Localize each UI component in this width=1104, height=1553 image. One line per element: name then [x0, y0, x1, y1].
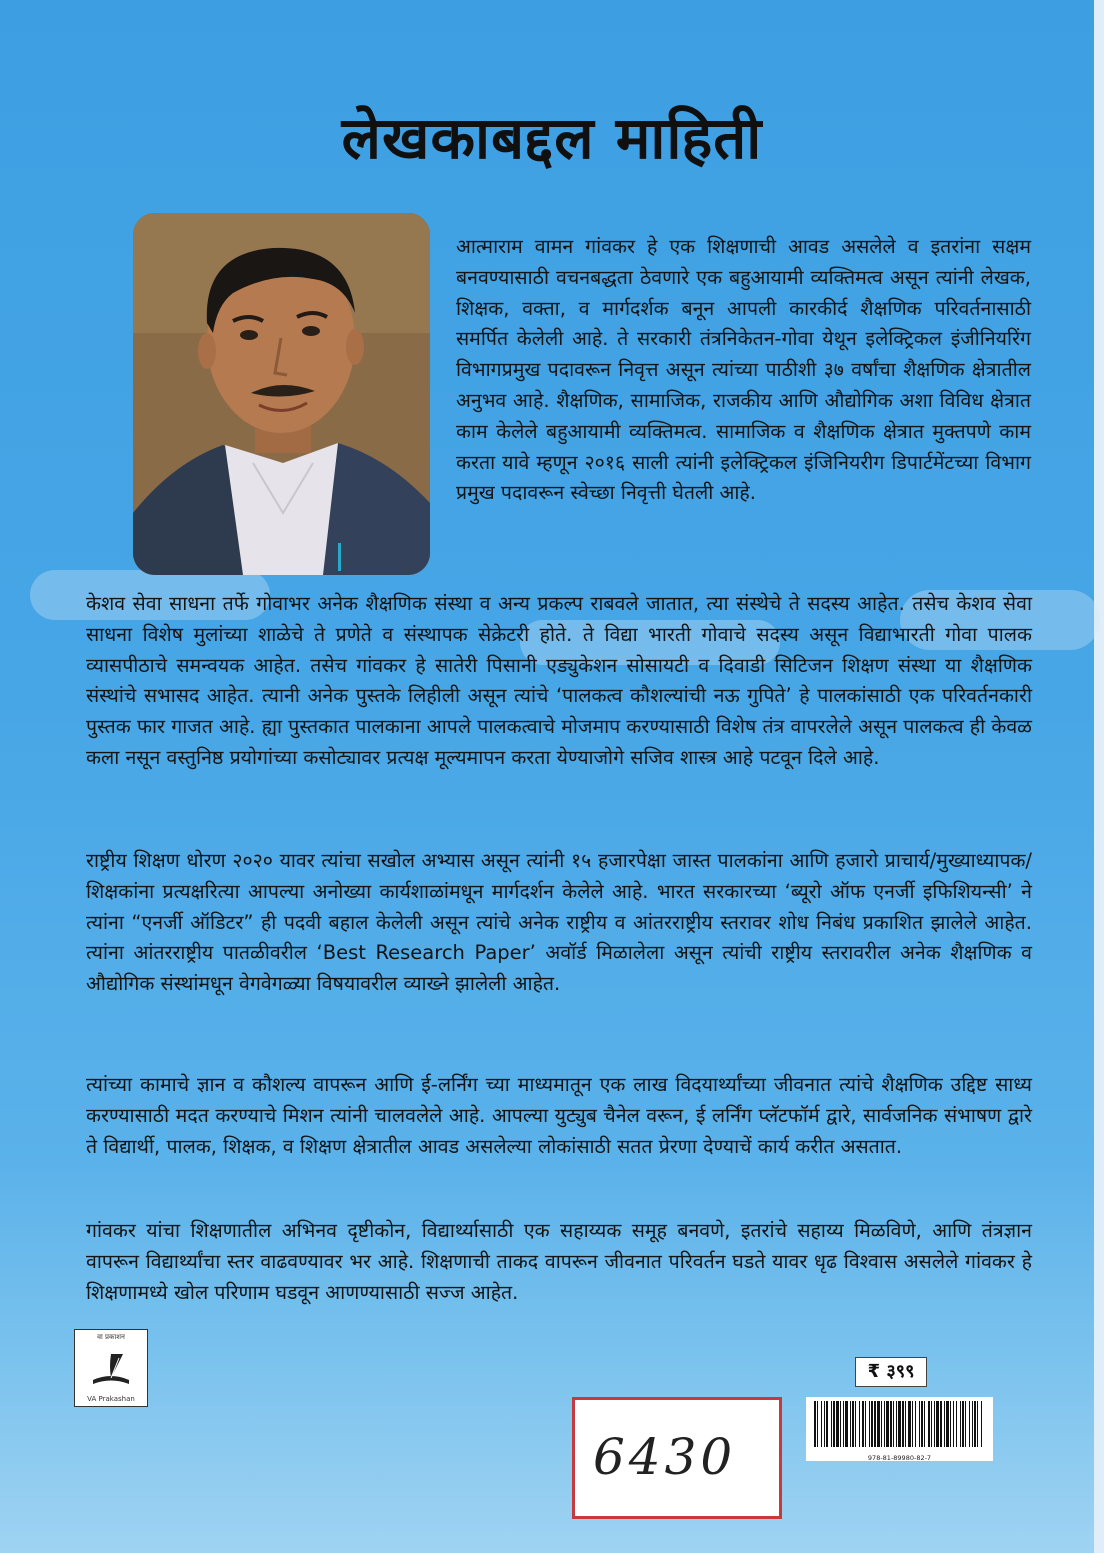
bio-paragraph-3: राष्ट्रीय शिक्षण धोरण २०२० यावर त्यांचा सखोल अभ्यास असून त्यांनी १५ हजारपेक्षा जास्त पालकांना आणि हजारो प्राचार्य/मुख्याध्यापक/शिक्षकांना प्रत्यक्षरित्या आपल्या अनोख्या कार्यशाळांमधून मार्गदर्शन केलेले आहे. भारत सरकारच्या ‘ब्यूरो ऑफ एनर्जी इफिशियन्सी’ ने त्यांना “एनर्जी ऑडिटर” ही पदवी बहाल केलेली असून त्यांचे अनेक राष्ट्रीय व आंतरराष्ट्रीय स्तरावर शोध निबंध प्रकाशित झालेले आहेत. त्यांना आंतरराष्ट्रीय पातळीवरील ‘Best Research Paper’ अवॉर्ड मिळालेला असून त्यांची राष्ट्रीय स्तरावरील अनेक शैक्षणिक व औद्योगिक संस्थांमधून वेगवेगळ्या विषयावरील व्याख्ने झालेली आहेत.	[86, 849, 1032, 996]
quill-book-icon	[89, 1350, 133, 1388]
bio-paragraph-5: गांवकर यांचा शिक्षणातील अभिनव दृष्टीकोन, विद्यार्थ्यासाठी एक सहाय्यक समूह बनवणे, इतरांचे सहाय्य मिळविणे, आणि तंत्रज्ञान वापरून विद्यार्थ्यांचा स्तर वाढवण्यावर भर आहे. शिक्षणाची ताकद वापरून जीवनात परिवर्तन घडते यावर धृढ विश्वास असलेले गांवकर हे शिक्षणामध्ये खोल परिणाम घडवून आणण्यासाठी सज्ज आहेत.	[86, 1219, 1032, 1304]
isbn-number: 978-81-89980-82-7	[867, 1454, 932, 1462]
barcode	[806, 1397, 993, 1461]
page-edge	[1094, 0, 1104, 1553]
inventory-stamp	[572, 1397, 782, 1519]
bio-paragraph-2: केशव सेवा साधना तर्फे गोवाभर अनेक शैक्षणिक संस्था व अन्य प्रकल्प राबवले जातात, त्या संस्थेचे ते सदस्य आहेत. तसेच केशव सेवा साधना विशेष मुलांच्या शाळेचे ते प्रणेते व संस्थापक सेक्रेटरी होते. ते विद्या भारती गोवाचे सदस्य असून विद्याभारती गोवा पालक व्यासपीठाचे समन्वयक आहेत. तसेच गांवकर हे सातेरी पिसानी एड्युकेशन सोसायटी व दिवाडी सिटिजन शिक्षण संस्था या शैक्षणिक संस्थांचे सभासद आहेत. त्यानी अनेक पुस्तके लिहीली असून त्यांचे ‘पालकत्व कौशल्यांची नऊ गुपिते’ हे पालकांसाठी एक परिवर्तनकारी पुस्तक फार गाजत आहे. ह्या पुस्तकात पालकाना आपले पालकत्वाचे मोजमाप करण्यासाठी विशेष तंत्र वापरलेले असून पालकत्व ही केवळ कला नसून वस्तुनिष्ठ प्रयोगांच्या कसोट्यावर प्रत्यक्ष मूल्यमापन करता येण्याजोगे सजिव शास्त्र आहे पटवून दिले आहे.	[86, 592, 1032, 769]
author-photo	[133, 213, 430, 575]
price-tag: ₹ ३९९	[855, 1357, 927, 1387]
bio-paragraph-1: आत्माराम वामन गांवकर हे एक शिक्षणाची आवड असलेले व इतरांना सक्षम बनवण्यासाठी वचनबद्धता ठेवणारे एक बहुआयामी व्यक्तिमत्व असून त्यांनी लेखक, शिक्षक, वक्ता, व मार्गदर्शक बनून आपली कारकीर्द शैक्षणिक परिवर्तनासाठी समर्पित केलेली आहे. ते सरकारी तंत्रनिकेतन-गोवा येथून इलेक्ट्रिकल इंजीनियरिंग विभागप्रमुख पदावरून निवृत्त असून त्यांच्या पाठीशी ३७ वर्षांचा शैक्षणिक क्षेत्रातील अनुभव आहे. शैक्षणिक, सामाजिक, राजकीय आणि औद्योगिक अशा विविध क्षेत्रात काम केलेले बहुआयामी व्यक्तिमत्व. सामाजिक व शैक्षणिक क्षेत्रात मुक्तपणे काम करता यावे म्हणून २०१६ साली त्यांनी इलेक्ट्रिकल इंजिनियरीग डिपार्टमेंटच्या विभाग प्रमुख पदावरून स्वेच्छा निवृत्ती घेतली आहे.	[456, 235, 1031, 505]
publisher-logo	[74, 1329, 148, 1407]
page-title: लेखकाबद्दल माहिती	[341, 104, 763, 172]
publisher-logo-bottom-text: VA Prakashan	[87, 1395, 135, 1403]
bio-paragraph-4: त्यांच्या कामाचे ज्ञान व कौशल्य वापरून आणि ई-लर्निंग च्या माध्यमातून एक लाख विदयार्थ्यांच्या जीवनात त्यांचे शैक्षणिक उद्दिष्ट साध्य करण्यासाठी मदत करण्याचे मिशन त्यांनी चालवलेले आहे. आपल्या युट्युब चैनेल वरून, ई लर्निंग प्लॅटफॉर्म द्वारे, सार्वजनिक संभाषण द्वारे ते विद्यार्थी, पालक, शिक्षक, व शिक्षण क्षेत्रातील आवड असलेल्या लोकांसाठी सतत प्रेरणा देण्याचें कार्य करीत असतात.	[86, 1073, 1032, 1158]
barcode-bars-icon	[812, 1401, 987, 1449]
handwritten-number: 6430	[593, 1428, 737, 1486]
publisher-logo-top-text: वा प्रकाशन	[97, 1333, 125, 1341]
